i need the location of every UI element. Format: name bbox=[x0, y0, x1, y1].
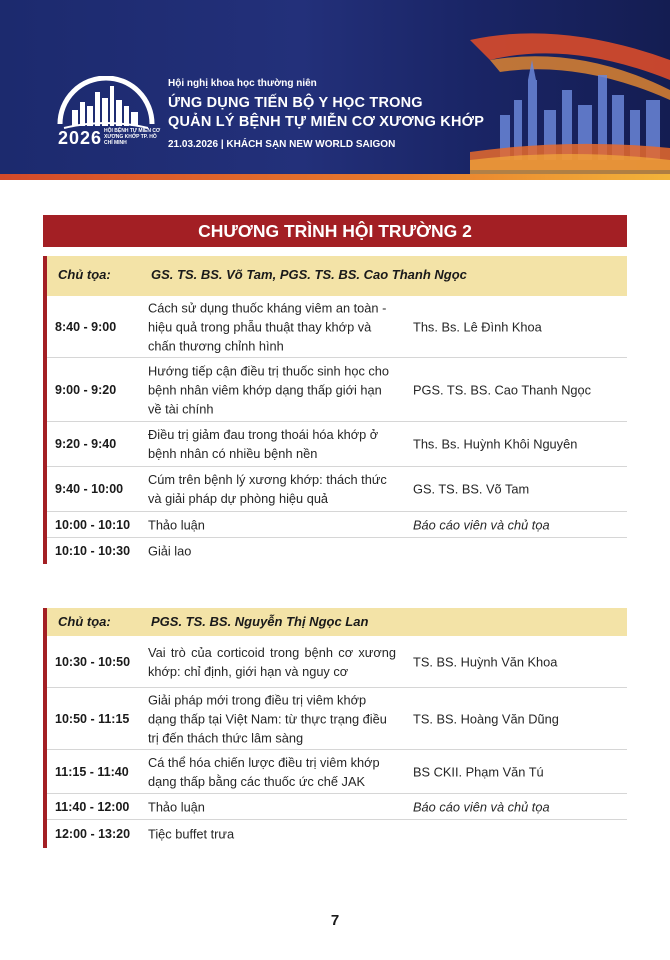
talk-topic: Vai trò của corticoid trong bệnh cơ xương khớp: chỉ định, giới hạn và nguy cơ bbox=[148, 644, 396, 679]
logo-subtitle: HỘI BỆNH TỰ MIỄN CƠ XƯƠNG KHỚP TP. HỒ CHÍ MINH bbox=[104, 128, 161, 146]
time-slot: 9:20 - 9:40 bbox=[55, 437, 117, 451]
talk-topic: Giải lao bbox=[148, 543, 192, 559]
time-slot: 10:30 - 10:50 bbox=[55, 654, 131, 669]
time-slot: 12:00 - 13:20 bbox=[55, 827, 131, 841]
talk-topic: Cách sử dụng thuốc kháng viêm an toàn - hiệu quả trong phẫu thuật thay khớp và chấn thương chỉnh hình bbox=[148, 300, 387, 353]
schedule-row bbox=[47, 750, 627, 794]
speaker-name: TS. BS. Huỳnh Văn Khoa bbox=[413, 654, 558, 669]
talk-topic: Thảo luận bbox=[148, 517, 205, 532]
logo-year: 2026 bbox=[58, 128, 103, 148]
time-slot: 10:10 - 10:30 bbox=[55, 544, 131, 558]
schedule-row bbox=[47, 538, 627, 564]
schedule-row bbox=[47, 688, 627, 750]
time-slot: 9:40 - 10:00 bbox=[55, 482, 124, 496]
schedule-row bbox=[47, 636, 627, 688]
banner-accent-stripe bbox=[0, 174, 670, 180]
chair-label: Chủ tọa: bbox=[58, 614, 111, 629]
schedule-row bbox=[47, 820, 627, 848]
speaker-name: Báo cáo viên và chủ tọa bbox=[413, 517, 550, 532]
speaker-name: Ths. Bs. Lê Đình Khoa bbox=[413, 319, 542, 334]
conference-title-line2: QUẢN LÝ BỆNH TỰ MIỄN CƠ XƯƠNG KHỚP bbox=[168, 114, 485, 130]
header-banner bbox=[0, 0, 670, 180]
chair-row bbox=[43, 256, 627, 296]
speaker-name: PGS. TS. BS. Cao Thanh Ngọc bbox=[413, 382, 592, 397]
city-skyline-illustration bbox=[470, 20, 670, 180]
talk-topic: Điều trị giảm đau trong thoái hóa khớp ở bệnh nhân có nhiều bệnh nền bbox=[148, 427, 379, 461]
time-slot: 10:50 - 11:15 bbox=[55, 711, 130, 726]
time-slot: 8:40 - 9:00 bbox=[55, 319, 117, 334]
schedule-rows bbox=[43, 296, 627, 564]
schedule-row bbox=[47, 358, 627, 422]
schedule-row bbox=[47, 296, 627, 358]
session-1 bbox=[43, 256, 627, 564]
schedule-row bbox=[47, 512, 627, 538]
schedule-rows bbox=[43, 636, 627, 848]
speaker-name: Ths. Bs. Huỳnh Khôi Nguyên bbox=[413, 436, 578, 452]
page-number: 7 bbox=[330, 912, 340, 929]
chair-row bbox=[43, 608, 627, 636]
time-slot: 11:40 - 12:00 bbox=[55, 799, 130, 814]
talk-topic: Cá thể hóa chiến lược điều trị viêm khớp dạng thấp bằng các thuốc ức chế JAK bbox=[148, 754, 380, 789]
chair-names: PGS. TS. BS. Nguyễn Thị Ngọc Lan bbox=[151, 614, 369, 629]
speaker-name: BS CKII. Phạm Văn Tú bbox=[413, 764, 544, 779]
time-slot: 11:15 - 11:40 bbox=[55, 764, 129, 779]
speaker-name: Báo cáo viên và chủ tọa bbox=[413, 799, 550, 814]
speaker-name: TS. BS. Hoàng Văn Dũng bbox=[413, 711, 559, 726]
chair-label: Chủ tọa: bbox=[58, 267, 111, 282]
time-slot: 10:00 - 10:10 bbox=[55, 517, 131, 532]
talk-topic: Thảo luận bbox=[148, 799, 205, 814]
schedule-row bbox=[47, 467, 627, 512]
session-2 bbox=[43, 608, 627, 848]
conference-title-line1: ỨNG DỤNG TIẾN BỘ Y HỌC TRONG bbox=[168, 95, 423, 111]
speaker-name: GS. TS. BS. Võ Tam bbox=[413, 481, 530, 497]
section-title: CHƯƠNG TRÌNH HỘI TRƯỜNG 2 bbox=[43, 215, 627, 247]
talk-topic: Giải pháp mới trong điều trị viêm khớp dạng thấp tại Việt Nam: từ thực trạng điều trị đến thách thức lâm sàng bbox=[148, 692, 387, 745]
schedule-row bbox=[47, 422, 627, 467]
conference-date-venue: 21.03.2026 | KHÁCH SẠN NEW WORLD SAIGON bbox=[168, 139, 396, 150]
chair-names: GS. TS. BS. Võ Tam, PGS. TS. BS. Cao Thanh Ngọc bbox=[151, 267, 467, 282]
conference-subtitle: Hội nghị khoa học thường niên bbox=[168, 78, 317, 89]
talk-topic: Tiệc buffet trưa bbox=[148, 826, 235, 842]
time-slot: 9:00 - 9:20 bbox=[55, 382, 117, 397]
talk-topic: Hướng tiếp cận điều trị thuốc sinh học cho bệnh nhân viêm khớp dạng thấp giới hạn về tài chính bbox=[148, 363, 390, 416]
talk-topic: Cúm trên bệnh lý xương khớp: thách thức và giải pháp dự phòng hiệu quả bbox=[148, 472, 387, 506]
schedule-row bbox=[47, 794, 627, 820]
